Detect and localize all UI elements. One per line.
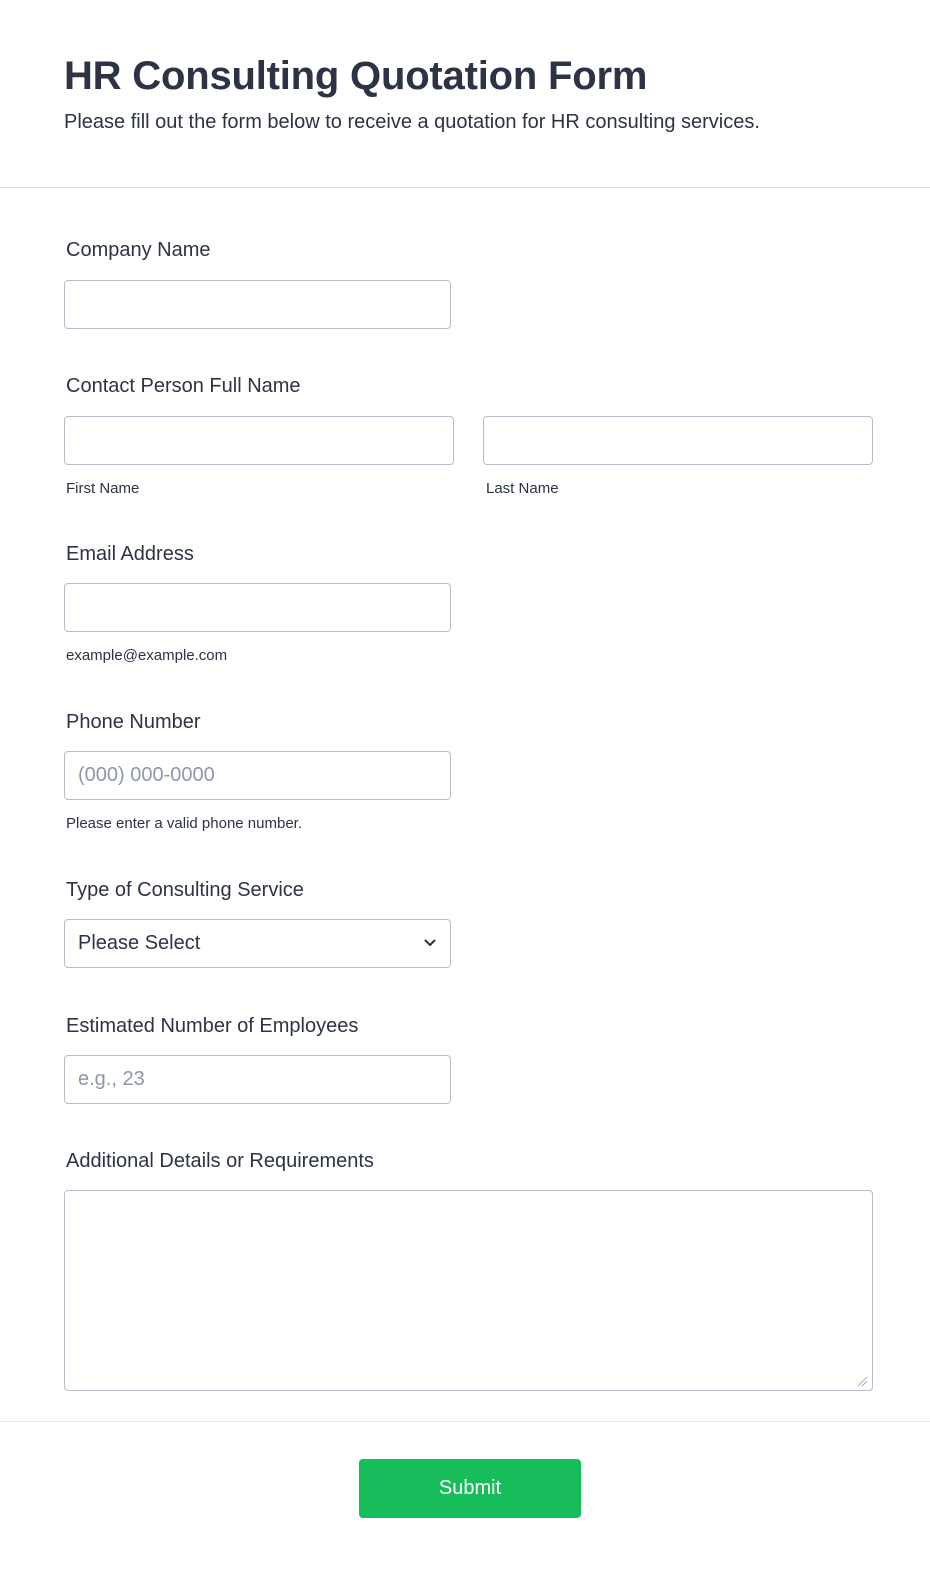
last-name-input[interactable] bbox=[483, 416, 873, 465]
service-type-select[interactable] bbox=[64, 919, 451, 968]
page-subtitle: Please fill out the form below to receive a quotation for HR consulting services. bbox=[64, 111, 760, 133]
phone-label: Phone Number bbox=[66, 711, 201, 733]
company-name-label: Company Name bbox=[66, 239, 211, 261]
employees-label: Estimated Number of Employees bbox=[66, 1015, 359, 1037]
submit-button[interactable]: Submit bbox=[359, 1459, 581, 1518]
service-type-label: Type of Consulting Service bbox=[66, 879, 304, 901]
service-type-selected: Please Select bbox=[78, 932, 201, 954]
resize-handle-icon[interactable] bbox=[857, 1376, 868, 1387]
email-label: Email Address bbox=[66, 543, 194, 565]
chevron-down-icon bbox=[423, 936, 437, 950]
email-sublabel: example@example.com bbox=[66, 647, 228, 664]
details-textarea[interactable] bbox=[64, 1190, 873, 1391]
employees-input[interactable] bbox=[64, 1055, 451, 1104]
phone-sublabel: Please enter a valid phone number. bbox=[66, 815, 302, 832]
contact-name-label: Contact Person Full Name bbox=[66, 375, 301, 397]
last-name-sublabel: Last Name bbox=[486, 480, 559, 497]
details-label: Additional Details or Requirements bbox=[66, 1150, 374, 1172]
page-title: HR Consulting Quotation Form bbox=[64, 54, 648, 98]
first-name-input[interactable] bbox=[64, 416, 454, 465]
phone-input[interactable] bbox=[64, 751, 451, 800]
footer-divider bbox=[0, 1421, 930, 1422]
first-name-sublabel: First Name bbox=[66, 480, 140, 497]
form-header bbox=[0, 0, 930, 188]
email-input[interactable] bbox=[64, 583, 451, 632]
company-name-input[interactable] bbox=[64, 280, 451, 329]
